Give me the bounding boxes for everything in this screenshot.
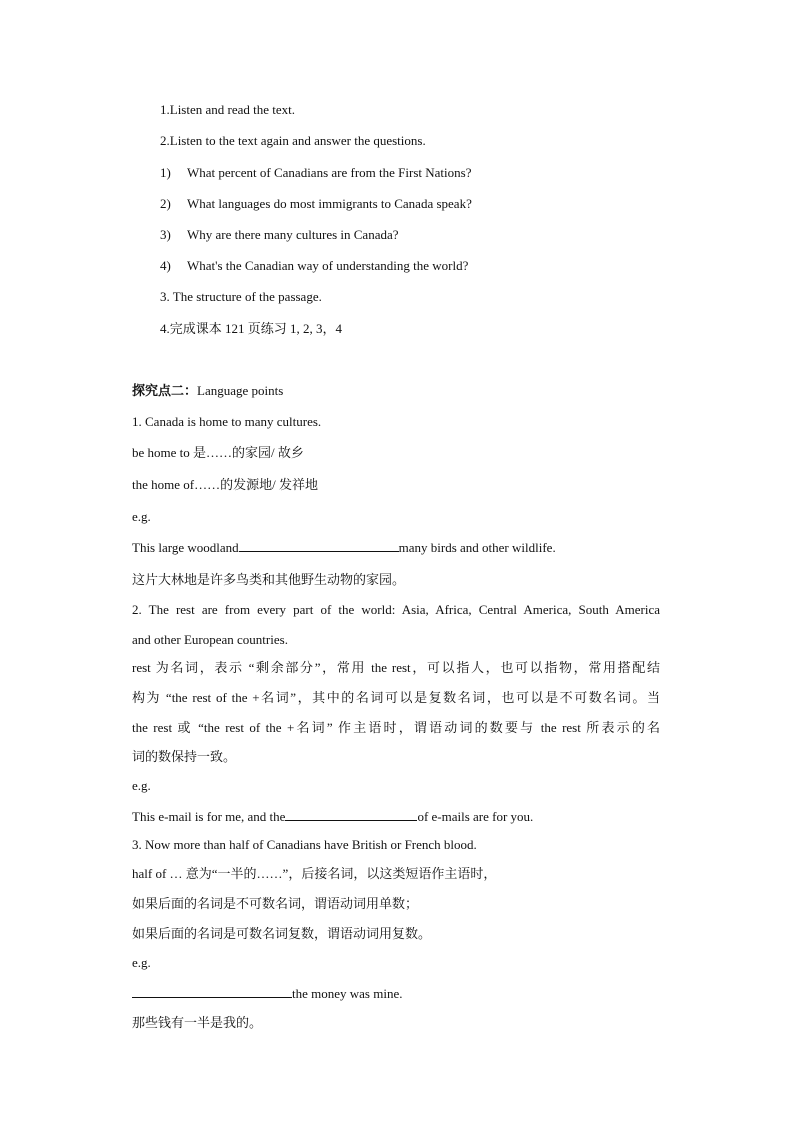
question-item	[160, 165, 471, 181]
task-2: 2.Listen to the text again and answer the questions.	[160, 133, 426, 148]
task-1: 1.Listen and read the text.	[160, 102, 296, 117]
question-number: 2)	[160, 196, 171, 211]
point-2-explanation-line-3: the rest 或 “the rest of the +名词” 作主语时，谓语动词的数要与 the rest 所表示的名	[132, 720, 660, 735]
point-3-explanation-line-1: half of … 意为“一半的……”，后接名词，以这类短语作主语时，	[132, 866, 497, 881]
question-number: 1)	[160, 165, 171, 180]
point-1-translation: 这片大林地是许多鸟类和其他野生动物的家园。	[132, 572, 406, 587]
point-3-eg: e.g.	[132, 955, 151, 970]
point-2-explanation-line-2: 构为 “the rest of the +名词”，其中的名词可以是复数名词，也可以是不可数名词。当	[132, 690, 660, 705]
task-4: 4.完成课本 121 页练习 1, 2, 3，4	[160, 321, 343, 336]
fill-in-blank[interactable]	[285, 808, 417, 821]
point-1-title: 1. Canada is home to many cultures.	[132, 414, 322, 429]
question-text: What percent of Canadians are from the First Nations?	[187, 165, 472, 180]
question-number: 4)	[160, 258, 171, 273]
section-heading	[132, 383, 283, 399]
point-3-translation: 那些钱有一半是我的。	[132, 1015, 263, 1030]
question-number: 3)	[160, 227, 171, 242]
question-item	[160, 196, 472, 212]
task-3: 3. The structure of the passage.	[160, 289, 322, 304]
point-3-title: 3. Now more than half of Canadians have British or French blood.	[132, 837, 477, 852]
point-1-example	[132, 539, 556, 556]
fill-in-blank[interactable]	[132, 985, 292, 998]
point-2-explanation-line-4: 词的数保持一致。	[132, 749, 237, 764]
point-2-example	[132, 808, 533, 825]
point-1-def-1: be home to 是……的家园/ 故乡	[132, 445, 304, 460]
section-heading-cn: 探究点二：	[132, 383, 198, 398]
point-3-explanation-line-3: 如果后面的名词是可数名词复数，谓语动词用复数。	[132, 926, 432, 941]
example-text-before: This large woodland	[132, 540, 239, 555]
example-text-after: many birds and other wildlife.	[398, 540, 556, 555]
question-item	[160, 258, 468, 274]
point-2-eg: e.g.	[132, 778, 151, 793]
question-item	[160, 227, 399, 243]
point-3-example	[132, 985, 402, 1002]
point-1-eg: e.g.	[132, 509, 151, 524]
fill-in-blank[interactable]	[239, 539, 399, 552]
question-text: What's the Canadian way of understanding the world?	[187, 258, 469, 273]
point-3-explanation-line-2: 如果后面的名词是不可数名词，谓语动词用单数；	[132, 896, 419, 911]
point-2-title-line-2: and other European countries.	[132, 632, 288, 647]
question-text: Why are there many cultures in Canada?	[187, 227, 399, 242]
example-text-after: of e-mails are for you.	[417, 809, 534, 824]
point-2-explanation-line-1: rest 为名词，表示 “剩余部分”，常用 the rest，可以指人，也可以指物，常用搭配结	[132, 660, 660, 675]
point-2-title-line-1: 2. The rest are from every part of the world: Asia, Africa, Central America, South America	[132, 602, 660, 617]
section-heading-en: Language points	[197, 383, 284, 398]
example-text-before: This e-mail is for me, and the	[132, 809, 286, 824]
point-1-def-2: the home of……的发源地/ 发祥地	[132, 477, 318, 492]
question-text: What languages do most immigrants to Canada speak?	[187, 196, 472, 211]
example-text-after: the money was mine.	[292, 986, 403, 1001]
